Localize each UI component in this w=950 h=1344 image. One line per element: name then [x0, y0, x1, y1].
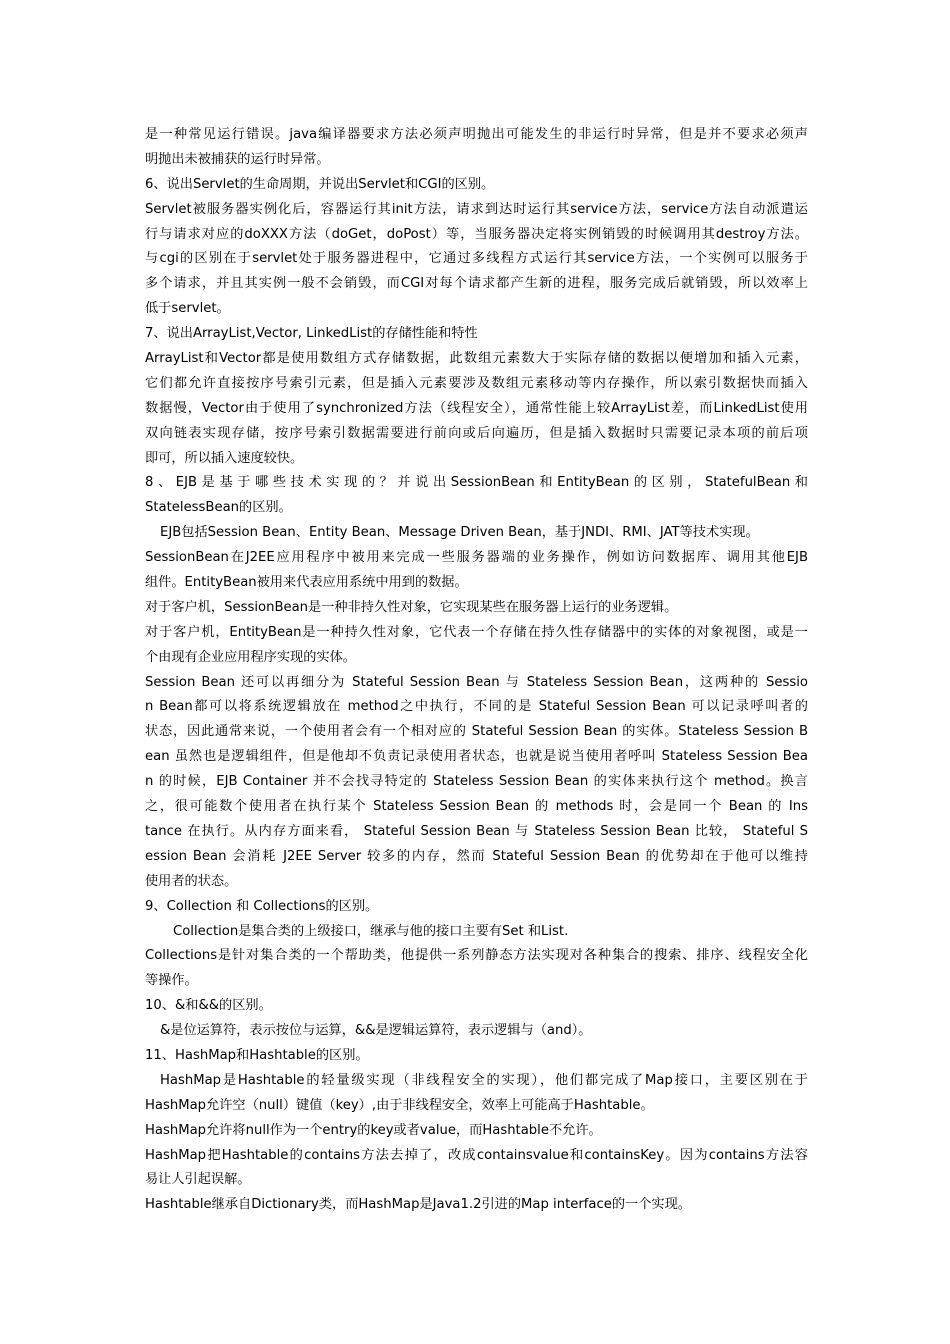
text-line: 组件。EntityBean被用来代表应用系统中用到的数据。 [145, 575, 468, 591]
text-line: Servlet被服务器实例化后，容器运行其init方法，请求到达时运行其service方法，service方法自动派遣运 [145, 201, 808, 217]
text-line: ean 虽然也是逻辑组件，但是他却不负责记录使用者状态，也就是说当使用者呼叫 Stateless Session Bea [145, 749, 808, 765]
text-line: 与cgi的区别在于servlet处于服务器进程中，它通过多线程方式运行其service方法，一个实例可以服务于 [145, 251, 808, 267]
text-line: SessionBean在J2EE应用程序中被用来完成一些服务器端的业务操作，例如访问数据库、调用其他EJB [145, 550, 808, 566]
text-line: 易让人引起误解。 [145, 1172, 251, 1188]
text-line: HashMap允许将null作为一个entry的key或者value，而Hashtable不允许。 [145, 1122, 602, 1138]
text-line: 7、说出ArrayList,Vector, LinkedList的存储性能和特性 [145, 326, 478, 342]
text-line: EJB包括Session Bean、Entity Bean、Message Driven Bean，基于JNDI、RMI、JAT等技术实现。 [160, 525, 759, 541]
text-line: n Bean都可以将系统逻辑放在 method之中执行，不同的是 Stateful Session Bean 可以记录呼叫者的 [145, 699, 808, 715]
text-line: 对于客户机，EntityBean是一种持久性对象，它代表一个存储在持久性存储器中的实体的对象视图，或是一 [145, 624, 808, 640]
text-line: Hashtable继承自Dictionary类，而HashMap是Java1.2引进的Map interface的一个实现。 [145, 1197, 691, 1213]
text-line: 等操作。 [145, 973, 198, 989]
text-line: 行与请求对应的doXXX方法（doGet，doPost）等，当服务器决定将实例销毁的时候调用其destroy方法。 [145, 226, 808, 242]
text-line: HashMap是Hashtable的轻量级实现（非线程安全的实现），他们都完成了Map接口，主要区别在于 [160, 1072, 808, 1088]
text-line: 11、HashMap和Hashtable的区别。 [145, 1047, 369, 1063]
text-line: 使用者的状态。 [145, 873, 238, 889]
text-line: 它们都允许直接按序号索引元素，但是插入元素要涉及数组元素移动等内存操作，所以索引数据快而插入 [145, 375, 808, 391]
text-line: 双向链表实现存储，按序号索引数据需要进行前向或后向遍历，但是插入数据时只需要记录本项的前后项 [145, 425, 808, 441]
text-line: 即可，所以插入速度较快。 [145, 450, 304, 466]
text-line: 明抛出未被捕获的运行时异常。 [145, 151, 330, 167]
text-line: ArrayList和Vector都是使用数组方式存储数据，此数组元素数大于实际存储的数据以便增加和插入元素， [145, 351, 808, 367]
text-line: Collections是针对集合类的一个帮助类，他提供一系列静态方法实现对各种集合的搜索、排序、线程安全化 [145, 948, 808, 964]
text-line: 8、EJB是基于哪些技术实现的？并说出SessionBean和EntityBean的区别，StatefulBean和 [145, 475, 808, 491]
text-line: HashMap把Hashtable的contains方法去掉了，改成containsvalue和containsKey。因为contains方法容 [145, 1147, 808, 1163]
text-line: 数据慢，Vector由于使用了synchronized方法（线程安全），通常性能上较ArrayList差，而LinkedList使用 [145, 400, 808, 416]
text-line: 6、说出Servlet的生命周期，并说出Servlet和CGI的区别。 [145, 176, 495, 192]
text-line: 个由现有企业应用程序实现的实体。 [145, 649, 356, 665]
text-line: 低于servlet。 [145, 301, 230, 317]
text-line: 10、&和&&的区别。 [145, 998, 272, 1014]
text-line: Session Bean 还可以再细分为 Stateful Session Bean 与 Stateless Session Bean，这两种的 Sessio [145, 674, 808, 690]
text-line: tance 在执行。从内存方面来看， Stateful Session Bean 与 Stateless Session Bean 比较， Stateful S [145, 823, 808, 839]
text-line: 对于客户机，SessionBean是一种非持久性对象，它实现某些在服务器上运行的业务逻辑。 [145, 599, 678, 615]
text-line: &是位运算符，表示按位与运算，&&是逻辑运算符，表示逻辑与（and）。 [160, 1023, 592, 1039]
text-line: ession Bean 会消耗 J2EE Server 较多的内存，然而 Stateful Session Bean 的优势却在于他可以维持 [145, 848, 808, 864]
document-page [145, 123, 808, 1218]
text-line: 9、Collection 和 Collections的区别。 [145, 898, 379, 914]
text-line: n 的时候，EJB Container 并不会找寻特定的 Stateless Session Bean 的实体来执行这个 method。换言 [145, 774, 808, 790]
text-line: StatelessBean的区别。 [145, 500, 292, 516]
text-line: HashMap允许空（null）键值（key）,由于非线程安全，效率上可能高于Hashtable。 [145, 1097, 654, 1113]
text-line: 是一种常见运行错误。java编译器要求方法必须声明抛出可能发生的非运行时异常，但是并不要求必须声 [145, 127, 808, 142]
text-line: 之，很可能数个使用者在执行某个 Stateless Session Bean 的 methods 时，会是同一个 Bean 的 Ins [145, 799, 808, 815]
text-line: 多个请求，并且其实例一般不会销毁，而CGI对每个请求都产生新的进程，服务完成后就销毁，所以效率上 [145, 276, 808, 292]
text-line: Collection是集合类的上级接口，继承与他的接口主要有Set 和List. [173, 923, 569, 939]
text-line: 状态，因此通常来说，一个使用者会有一个相对应的 Stateful Session Bean 的实体。Stateless Session B [145, 724, 808, 740]
